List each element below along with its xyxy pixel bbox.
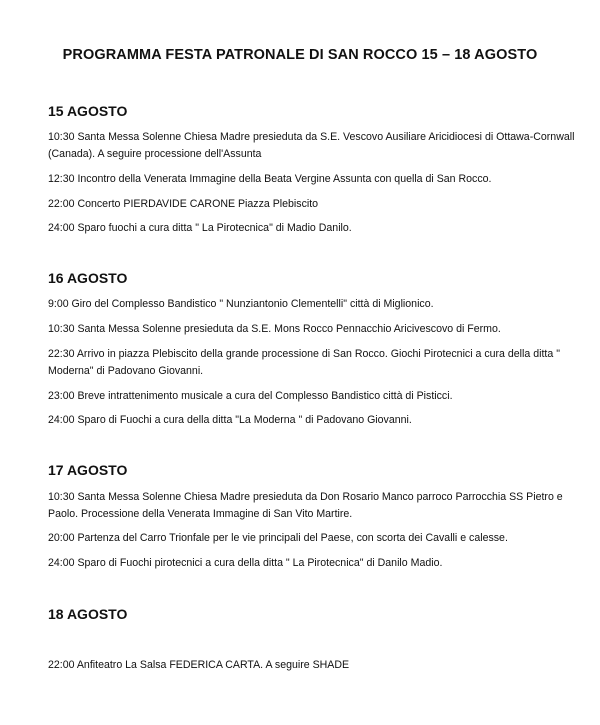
event-16-0900: 9:00 Giro del Complesso Bandistico " Nunziantonio Clementelli" città di Miglionico.	[48, 298, 434, 310]
event-17-2400: 24:00 Sparo di Fuochi pirotecnici a cura della ditta " La Pirotecnica" di Danilo Madio.	[48, 557, 443, 569]
day-heading-17: 17 AGOSTO	[48, 462, 128, 478]
event-15-2400: 24:00 Sparo fuochi a cura ditta " La Pirotecnica" di Madio Danilo.	[48, 222, 352, 234]
event-15-2200: 22:00 Concerto PIERDAVIDE CARONE Piazza Plebiscito	[48, 198, 319, 210]
event-16-2300: 23:00 Breve intrattenimento musicale a cura del Complesso Bandistico città di Pisticci.	[48, 390, 453, 402]
event-16-2230: 22:30 Arrivo in piazza Plebiscito della grande processione di San Rocco. Giochi Pirotecnici a cura della ditta " Moderna" di Padovano Giovanni.	[48, 348, 560, 377]
event-18-2200: 22:00 Anfiteatro La Salsa FEDERICA CARTA. A seguire SHADE	[48, 659, 350, 671]
event-17-2000: 20:00 Partenza del Carro Trionfale per le vie principali del Paese, con scorta dei Cavalli e calesse.	[48, 532, 508, 544]
event-16-1030: 10:30 Santa Messa Solenne presieduta da S.E. Mons Rocco Pennacchio Aricivescovo di Fermo.	[48, 323, 501, 335]
day-heading-15: 15 AGOSTO	[48, 103, 128, 119]
event-17-1030: 10:30 Santa Messa Solenne Chiesa Madre presieduta da Don Rosario Manco parroco Parrocchia SS Pietro e Paolo. Processione della Venerata Immagine di San Vito Martire.	[48, 491, 563, 520]
day-heading-18: 18 AGOSTO	[48, 606, 128, 622]
event-16-2400: 24:00 Sparo di Fuochi a cura della ditta "La Moderna " di Padovano Giovanni.	[48, 414, 412, 426]
event-15-1030: 10:30 Santa Messa Solenne Chiesa Madre presieduta da S.E. Vescovo Ausiliare Aricidiocesi di Ottawa-Cornwall (Canada). A seguire processione dell'Assunta	[48, 131, 575, 160]
day-heading-16: 16 AGOSTO	[48, 270, 128, 286]
event-15-1230: 12:30 Incontro della Venerata Immagine della Beata Vergine Assunta con quella di San Rocco.	[48, 173, 492, 185]
page-title: PROGRAMMA FESTA PATRONALE DI SAN ROCCO 15 – 18 AGOSTO	[62, 47, 538, 63]
